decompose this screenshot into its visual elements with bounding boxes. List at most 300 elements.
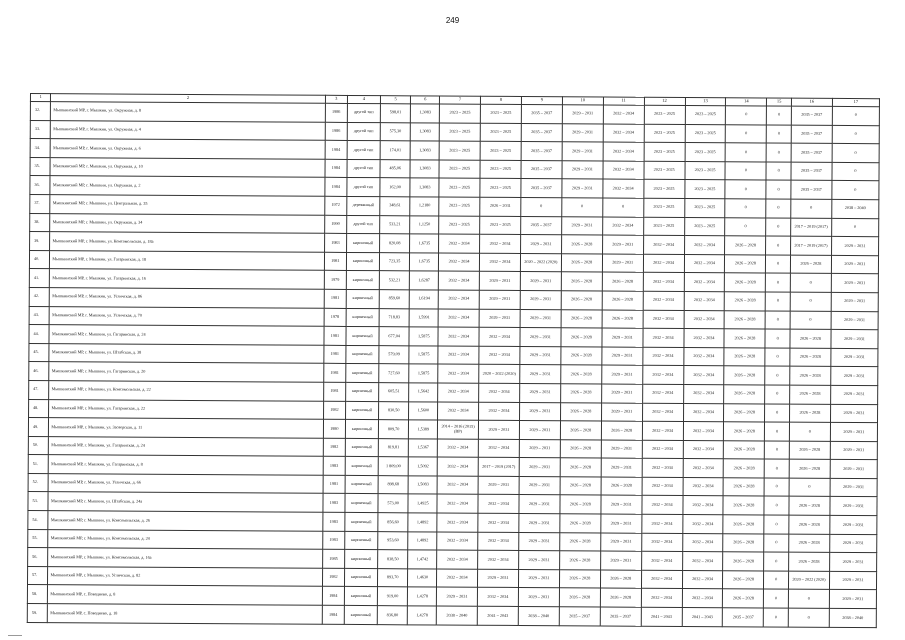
table-cell: 1,4278 bbox=[408, 606, 437, 625]
table-cell: 2026 – 2028 bbox=[724, 329, 765, 348]
table-cell: 2026 – 2028 bbox=[790, 329, 831, 348]
table-cell: 0 bbox=[562, 198, 603, 217]
table-cell: 2032 – 2034 bbox=[642, 403, 683, 422]
column-header-4: 4 bbox=[348, 95, 381, 103]
table-cell: кирпичный bbox=[346, 364, 379, 383]
table-cell: 2023 – 2025 bbox=[685, 106, 726, 125]
table-cell: 2029 – 2031 bbox=[520, 365, 561, 384]
table-cell: 1982 bbox=[323, 438, 346, 457]
row-number-cell: 43. bbox=[29, 306, 50, 325]
table-cell: 2026 – 2028 bbox=[602, 291, 643, 310]
table-cell: 2029 – 2031 bbox=[520, 383, 561, 402]
row-number-cell: 41. bbox=[29, 269, 50, 288]
table-cell: 2026 – 2028 bbox=[561, 346, 602, 365]
table-cell: кирпичный bbox=[345, 494, 378, 513]
address-cell: Мышкинский МР, г. Мышкин, ул. Комсомольская, д. 18а bbox=[50, 232, 324, 252]
table-cell: 2029 – 2031 bbox=[601, 458, 642, 477]
table-cell: 809,70 bbox=[378, 420, 409, 439]
table-cell: 1980 bbox=[323, 419, 346, 438]
table-cell: 2029 – 2031 bbox=[519, 421, 560, 440]
table-cell: 1982 bbox=[323, 401, 346, 420]
column-header-8: 8 bbox=[480, 96, 521, 104]
table-cell: 2038 – 2040 bbox=[829, 608, 876, 627]
address-cell: Мышкинский МР, г. Мышкин, ул. Угличская, д. 82 bbox=[48, 566, 322, 586]
table-cell: 0 bbox=[726, 106, 767, 125]
row-number-cell: 45. bbox=[29, 343, 50, 362]
row-number-cell: 57. bbox=[27, 566, 48, 585]
table-cell: 727,60 bbox=[379, 364, 410, 383]
table-cell: 2029 – 2031 bbox=[602, 347, 643, 366]
table-cell: 2035 – 2037 bbox=[791, 143, 832, 162]
table-cell: 1,4892 bbox=[408, 513, 437, 532]
table-cell: кирпичный bbox=[346, 252, 379, 271]
table-cell: 2029 – 2031 bbox=[479, 309, 520, 328]
table-cell: 2032 – 2034 bbox=[682, 533, 723, 552]
table-cell: 1,4892 bbox=[408, 531, 437, 550]
table-cell: 0 bbox=[766, 292, 791, 311]
table-cell: 2032 – 2034 bbox=[438, 401, 479, 420]
table-cell: 2032 – 2034 bbox=[684, 236, 725, 255]
scan-artifact-mark bbox=[8, 635, 22, 636]
table-cell: кирпичный bbox=[345, 457, 378, 476]
table-cell: 1983 bbox=[322, 512, 345, 531]
table-cell: 2026 – 2028 bbox=[723, 515, 764, 534]
table-cell: 2032 – 2034 bbox=[603, 124, 644, 143]
table-cell: 2023 – 2025 bbox=[644, 142, 685, 161]
table-cell: 2017 – 2019 (2017) bbox=[790, 236, 831, 255]
table-cell: 0 bbox=[832, 162, 879, 181]
table-cell: 2029 – 2031 bbox=[830, 460, 877, 479]
table-cell: 2026 – 2028 bbox=[600, 570, 641, 589]
table-cell: 2020 – 2022 (2020) bbox=[520, 253, 561, 272]
table-cell: 0 bbox=[765, 329, 790, 348]
table-cell: 1982 bbox=[322, 568, 345, 587]
table-cell: 2032 – 2034 bbox=[439, 234, 480, 253]
table-cell: 2032 – 2034 bbox=[643, 328, 684, 347]
page-number: 249 bbox=[445, 16, 460, 25]
table-cell: 0 bbox=[791, 199, 832, 218]
address-cell: Мышкинский МР, г. Мышкин, ул. Угличская, д. 86 bbox=[50, 288, 324, 308]
address-cell: Мышкинский МР, г. Мышкин, ул. Гагаринская, д. 24 bbox=[49, 325, 323, 345]
table-cell: 0 bbox=[764, 608, 789, 627]
table-cell: 0 bbox=[790, 311, 831, 330]
table-cell: 2032 – 2034 bbox=[477, 588, 518, 607]
table-cell: 2026 – 2028 bbox=[560, 495, 601, 514]
table-cell: 1986 bbox=[325, 103, 348, 122]
table-cell: 2023 – 2025 bbox=[684, 217, 725, 236]
table-cell: 2029 – 2031 bbox=[830, 441, 877, 460]
table-cell: 2029 – 2031 bbox=[519, 439, 560, 458]
row-number-cell: 56. bbox=[28, 548, 49, 567]
table-cell: 0 bbox=[766, 143, 791, 162]
table-cell: 2029 – 2031 bbox=[831, 274, 878, 293]
table-cell: 2032 – 2034 bbox=[641, 533, 682, 552]
table-cell: 2029 – 2031 bbox=[478, 569, 519, 588]
table-cell: 2029 – 2031 bbox=[562, 123, 603, 142]
table-cell: кирпичный bbox=[346, 308, 379, 327]
table-cell: 0 bbox=[790, 292, 831, 311]
table-cell: 2032 – 2034 bbox=[438, 271, 479, 290]
table-cell: 1983 bbox=[323, 494, 346, 513]
table-cell: 2032 – 2034 bbox=[603, 105, 644, 124]
table-cell: 2023 – 2025 bbox=[685, 143, 726, 162]
table-cell: 2023 – 2025 bbox=[480, 141, 521, 160]
table-cell: 2026 – 2028 bbox=[561, 253, 602, 272]
table-cell: 2014 – 2016 (2015) (ВР) bbox=[438, 420, 479, 439]
table-cell: 2032 – 2034 bbox=[438, 309, 479, 328]
address-cell: Мышкинский МР, г. Мышкин, ул. Гагаринская, д. 18 bbox=[50, 250, 324, 270]
table-cell: 2026 – 2028 bbox=[561, 272, 602, 291]
address-cell: Мышкинский МР, г. Мышкин, ул. Окружная, д. 34 bbox=[50, 213, 324, 233]
table-cell: 1984 bbox=[325, 140, 348, 159]
table-cell: 1,5991 bbox=[410, 308, 439, 327]
table-cell: 0 bbox=[832, 181, 879, 200]
table-cell: 2032 – 2034 bbox=[479, 327, 520, 346]
table-cell: 2029 – 2031 bbox=[519, 402, 560, 421]
table-cell: 1984 bbox=[324, 178, 347, 197]
column-header-5: 5 bbox=[380, 96, 411, 104]
table-cell: 0 bbox=[764, 496, 789, 515]
table-cell: 2020 – 2022 (2020) bbox=[479, 365, 520, 384]
table-cell: 2029 – 2031 bbox=[519, 551, 560, 570]
table-cell: 830,50 bbox=[378, 401, 409, 420]
table-cell: 1,4925 bbox=[408, 494, 437, 513]
table-cell: 1,6287 bbox=[410, 271, 439, 290]
table-cell: 2029 – 2031 bbox=[829, 553, 876, 572]
address-cell: Мышкинский МР, г. Мышкин, ул. Окружная, д. 4 bbox=[51, 120, 325, 140]
table-cell: 0 bbox=[764, 552, 789, 571]
table-cell: 2026 – 2028 bbox=[724, 403, 765, 422]
table-cell: 0 bbox=[767, 106, 792, 125]
row-number-cell: 35. bbox=[30, 157, 51, 176]
table-cell: 2026 – 2028 bbox=[724, 478, 765, 497]
table-cell: 1,5389 bbox=[409, 420, 438, 439]
table-cell: 2032 – 2034 bbox=[479, 383, 520, 402]
table-cell: 2026 – 2028 bbox=[561, 328, 602, 347]
table-cell: 0 bbox=[765, 366, 790, 385]
table-cell: 1981 bbox=[324, 326, 347, 345]
table-cell: 2032 – 2034 bbox=[603, 179, 644, 198]
table-cell: 485,06 bbox=[380, 159, 411, 178]
document-table-container bbox=[27, 93, 880, 628]
table-cell: 0 bbox=[764, 534, 789, 553]
table-cell: 2032 – 2034 bbox=[478, 513, 519, 532]
table-cell: 0 bbox=[765, 459, 790, 478]
table-cell: 2032 – 2034 bbox=[683, 366, 724, 385]
table-cell: 2023 – 2025 bbox=[644, 161, 685, 180]
table-cell: кирпичный bbox=[346, 271, 379, 290]
table-cell: 2029 – 2031 bbox=[830, 497, 877, 516]
table-cell: 598,01 bbox=[380, 104, 411, 123]
table-cell: 2029 – 2031 bbox=[601, 495, 642, 514]
table-cell: 2026 – 2031 bbox=[480, 197, 521, 216]
table-cell: 0 bbox=[765, 348, 790, 367]
table-cell: 2029 – 2031 bbox=[478, 420, 519, 439]
table-cell: 2029 – 2031 bbox=[479, 272, 520, 291]
column-header-2: 2 bbox=[51, 94, 325, 104]
table-cell: 2035 – 2037 bbox=[600, 607, 641, 626]
table-cell: 819,81 bbox=[378, 438, 409, 457]
table-cell: 2023 – 2025 bbox=[480, 123, 521, 142]
address-cell: Мышкинский МР, г. Мышкин, ул. Штабская, д. 24а bbox=[48, 492, 322, 512]
table-cell: 162,00 bbox=[380, 178, 411, 197]
table-cell: 2029 – 2031 bbox=[478, 476, 519, 495]
table-cell: 836,80 bbox=[377, 606, 408, 625]
table-cell: 1,5875 bbox=[409, 327, 438, 346]
table-cell: 1983 bbox=[323, 457, 346, 476]
table-cell: 1986 bbox=[325, 122, 348, 141]
table-cell: 2035 – 2037 bbox=[791, 125, 832, 144]
table-cell: 2026 – 2028 bbox=[724, 366, 765, 385]
table-cell: 2035 – 2037 bbox=[521, 216, 562, 235]
table-cell: 2017 – 2019 (2017) bbox=[791, 218, 832, 237]
table-cell: 2026 – 2028 bbox=[790, 385, 831, 404]
table-cell: 1,1250 bbox=[410, 215, 439, 234]
table-cell: 838,50 bbox=[377, 550, 408, 569]
table-cell: 2035 – 2037 bbox=[791, 106, 832, 125]
table-cell: 0 bbox=[725, 199, 766, 218]
table-cell: 0 bbox=[726, 143, 767, 162]
table-cell: 2029 – 2031 bbox=[831, 255, 878, 274]
table-cell: 2032 – 2034 bbox=[642, 366, 683, 385]
table-cell: 2032 – 2034 bbox=[438, 346, 479, 365]
table-cell: 2032 – 2034 bbox=[479, 253, 520, 272]
table-cell: 2032 – 2034 bbox=[682, 515, 723, 534]
table-cell: 2029 – 2031 bbox=[602, 235, 643, 254]
table-cell: 2032 – 2034 bbox=[437, 439, 478, 458]
table-cell: 2035 – 2037 bbox=[521, 160, 562, 179]
table-cell: 2032 – 2034 bbox=[683, 459, 724, 478]
table-cell: 2032 – 2034 bbox=[437, 494, 478, 513]
table-cell: 0 bbox=[766, 199, 791, 218]
row-number-cell: 39. bbox=[30, 232, 51, 251]
table-cell: кирпичный bbox=[345, 438, 378, 457]
table-cell: 2032 – 2034 bbox=[603, 161, 644, 180]
table-cell: 0 bbox=[766, 162, 791, 181]
table-cell: 2029 – 2031 bbox=[561, 216, 602, 235]
table-cell: 2032 – 2034 bbox=[642, 496, 683, 515]
table-cell: 1981 bbox=[324, 252, 347, 271]
table-cell: 573,00 bbox=[378, 494, 409, 513]
table-cell: 2029 – 2031 bbox=[562, 105, 603, 124]
table-cell: 2023 – 2025 bbox=[643, 198, 684, 217]
table-cell: 2026 – 2028 bbox=[789, 515, 830, 534]
table-cell: 953,60 bbox=[378, 531, 409, 550]
table-cell: 2029 – 2031 bbox=[601, 440, 642, 459]
table-cell: 2032 – 2034 bbox=[603, 142, 644, 161]
table-cell: 2026 – 2028 bbox=[725, 310, 766, 329]
table-cell: 0 bbox=[726, 124, 767, 143]
table-cell: 533,21 bbox=[379, 215, 410, 234]
table-cell: 2029 – 2031 bbox=[518, 588, 559, 607]
table-cell: 893,70 bbox=[377, 568, 408, 587]
table-cell: кирпичный bbox=[346, 401, 379, 420]
table-cell: кирпичный bbox=[345, 550, 378, 569]
table-cell: 2035 – 2037 bbox=[559, 607, 600, 626]
column-header-12: 12 bbox=[644, 97, 685, 105]
table-cell: 2029 – 2031 bbox=[562, 142, 603, 161]
table-cell: 2029 – 2031 bbox=[562, 179, 603, 198]
table-cell: 2026 – 2028 bbox=[560, 458, 601, 477]
table-cell: 1,5642 bbox=[409, 383, 438, 402]
table-cell: 1984 bbox=[322, 587, 345, 606]
table-cell: 1990 bbox=[324, 215, 347, 234]
table-cell: кирпичный bbox=[344, 605, 377, 624]
table-cell: 2029 – 2031 bbox=[601, 402, 642, 421]
address-cell: Мышкинский МР, с. Поводнево, д. 8 bbox=[48, 585, 322, 605]
table-cell: 2023 – 2025 bbox=[480, 160, 521, 179]
table-cell: 0 bbox=[789, 478, 830, 497]
table-cell: 2032 – 2034 bbox=[439, 253, 480, 272]
table-cell: 0 bbox=[725, 217, 766, 236]
table-cell: 2023 – 2025 bbox=[644, 105, 685, 124]
capital-repair-schedule-table bbox=[27, 93, 880, 628]
row-number-cell: 33. bbox=[30, 120, 51, 139]
table-cell: 2026 – 2028 bbox=[560, 532, 601, 551]
table-cell: 2032 – 2034 bbox=[642, 459, 683, 478]
address-cell: Мышкинский МР, г. Мышкин, ул. Комсомольская, д. 16а bbox=[48, 548, 322, 568]
table-cell: 2026 – 2028 bbox=[789, 534, 830, 553]
table-cell: 2029 – 2031 bbox=[829, 590, 876, 609]
table-cell: 1,5600 bbox=[409, 401, 438, 420]
table-cell: другой тип bbox=[347, 122, 380, 141]
table-cell: 859,60 bbox=[379, 290, 410, 309]
table-cell: 2041 – 2043 bbox=[682, 608, 723, 627]
row-number-cell: 59. bbox=[27, 604, 48, 623]
table-cell: 2026 – 2028 bbox=[725, 273, 766, 292]
table-cell: 0 bbox=[765, 422, 790, 441]
row-number-cell: 49. bbox=[28, 418, 49, 437]
table-cell: 2029 – 2031 bbox=[601, 365, 642, 384]
table-cell: 1978 bbox=[324, 308, 347, 327]
table-cell: 1,6194 bbox=[410, 290, 439, 309]
table-cell: 2017 – 2019 (2017) bbox=[478, 458, 519, 477]
table-cell: 2023 – 2025 bbox=[439, 123, 480, 142]
address-cell: Мышкинский МР, г. Мышкин, ул. Комсомольская, д. 24 bbox=[48, 529, 322, 549]
table-cell: 2029 – 2031 bbox=[519, 458, 560, 477]
table-cell: 2023 – 2025 bbox=[439, 197, 480, 216]
table-cell: 579,09 bbox=[379, 345, 410, 364]
row-number-cell: 36. bbox=[30, 176, 51, 195]
table-cell: 0 bbox=[832, 144, 879, 163]
table-cell: 820,08 bbox=[379, 234, 410, 253]
table-cell: 2029 – 2031 bbox=[601, 384, 642, 403]
table-cell: 0 bbox=[766, 255, 791, 274]
table-cell: 1981 bbox=[323, 382, 346, 401]
table-cell: 2032 – 2034 bbox=[683, 477, 724, 496]
table-cell: 2029 – 2031 bbox=[602, 254, 643, 273]
table-cell: 2023 – 2025 bbox=[480, 179, 521, 198]
table-cell: 2026 – 2028 bbox=[602, 310, 643, 329]
table-cell: 2023 – 2025 bbox=[644, 180, 685, 199]
table-cell: кирпичный bbox=[345, 568, 378, 587]
table-cell: 1981 bbox=[324, 289, 347, 308]
table-cell: 2035 – 2037 bbox=[521, 105, 562, 124]
table-cell: 348,61 bbox=[380, 197, 411, 216]
table-cell: 2038 – 2040 bbox=[518, 607, 559, 626]
table-cell: 2023 – 2025 bbox=[480, 104, 521, 123]
table-cell: 2026 – 2028 bbox=[723, 552, 764, 571]
table-cell: 2032 – 2034 bbox=[478, 550, 519, 569]
table-cell: 2029 – 2031 bbox=[830, 534, 877, 553]
row-number-cell: 51. bbox=[28, 455, 49, 474]
table-cell: 2038 – 2040 bbox=[436, 606, 477, 625]
table-cell: 2032 – 2034 bbox=[478, 495, 519, 514]
table-cell: 0 bbox=[831, 218, 878, 237]
table-cell: 2032 – 2034 bbox=[437, 513, 478, 532]
table-cell: 2026 – 2028 bbox=[725, 292, 766, 311]
table-cell: 2035 – 2037 bbox=[521, 179, 562, 198]
table-cell: 919,00 bbox=[377, 587, 408, 606]
table-cell: 2032 – 2034 bbox=[683, 347, 724, 366]
row-number-cell: 58. bbox=[27, 585, 48, 604]
table-cell: 2029 – 2031 bbox=[520, 290, 561, 309]
address-cell: Мышкинский МР, г. Мышкин, ул. Окружная, д. 10 bbox=[50, 157, 324, 177]
table-cell: 2026 – 2028 bbox=[724, 385, 765, 404]
table-cell: 2023 – 2025 bbox=[439, 216, 480, 235]
table-cell: 0 bbox=[765, 385, 790, 404]
table-cell: 2035 – 2037 bbox=[521, 142, 562, 161]
table-cell: 2026 – 2028 bbox=[723, 496, 764, 515]
table-cell: 0 bbox=[602, 198, 643, 217]
table-cell: 2035 – 2037 bbox=[723, 608, 764, 627]
table-cell: 1984 bbox=[325, 159, 348, 178]
table-cell: кирпичный bbox=[347, 234, 380, 253]
table-cell: 0 bbox=[788, 608, 829, 627]
table-cell: 2029 – 2031 bbox=[519, 495, 560, 514]
row-number-cell: 53. bbox=[28, 492, 49, 511]
row-number-cell: 37. bbox=[30, 194, 51, 213]
row-number-cell: 50. bbox=[28, 436, 49, 455]
table-cell: 2029 – 2031 bbox=[830, 478, 877, 497]
column-header-10: 10 bbox=[562, 97, 603, 105]
table-cell: кирпичный bbox=[345, 420, 378, 439]
table-cell: 2032 – 2034 bbox=[642, 440, 683, 459]
table-cell: 0 bbox=[766, 218, 791, 237]
column-header-9: 9 bbox=[521, 97, 562, 105]
row-number-cell: 52. bbox=[28, 473, 49, 492]
table-cell: 1,5875 bbox=[409, 346, 438, 365]
table-cell: 0 bbox=[766, 180, 791, 199]
table-cell: 2026 – 2028 bbox=[601, 477, 642, 496]
table-cell: 0 bbox=[764, 589, 789, 608]
table-cell: 1981 bbox=[323, 345, 346, 364]
table-cell: 2032 – 2034 bbox=[684, 273, 725, 292]
column-header-16: 16 bbox=[791, 98, 832, 106]
address-cell: Мышкинский МР, г. Мышкин, ул. Окружная, д. 2 bbox=[50, 176, 324, 196]
table-cell: 2026 – 2028 bbox=[789, 404, 830, 423]
address-cell: Мышкинский МР, г. Мышкин, ул. Комсомольская, д. 26 bbox=[48, 511, 322, 531]
row-number-cell: 55. bbox=[28, 529, 49, 548]
column-header-17: 17 bbox=[832, 98, 879, 106]
table-cell: 0 bbox=[764, 478, 789, 497]
table-cell: 2035 – 2037 bbox=[521, 123, 562, 142]
table-cell: 2026 – 2028 bbox=[560, 384, 601, 403]
column-header-3: 3 bbox=[325, 95, 348, 103]
table-cell: другой тип bbox=[347, 141, 380, 160]
address-cell: Мышкинский МР, г. Мышкин, ул. Гагаринская, д. 22 bbox=[49, 399, 323, 419]
table-cell: 2026 – 2028 bbox=[724, 459, 765, 478]
table-cell: 2032 – 2034 bbox=[437, 569, 478, 588]
table-cell: 2026 – 2028 bbox=[789, 497, 830, 516]
table-cell: 2032 – 2034 bbox=[641, 514, 682, 533]
table-cell: 2029 – 2031 bbox=[831, 237, 878, 256]
table-cell: 2032 – 2034 bbox=[684, 310, 725, 329]
table-cell: 1984 bbox=[322, 605, 345, 624]
table-cell: 2023 – 2025 bbox=[644, 124, 685, 143]
table-cell: кирпичный bbox=[344, 587, 377, 606]
address-cell: Мышкинский МР, г. Мышкин, ул. Угличская, д. 66 bbox=[49, 473, 323, 493]
